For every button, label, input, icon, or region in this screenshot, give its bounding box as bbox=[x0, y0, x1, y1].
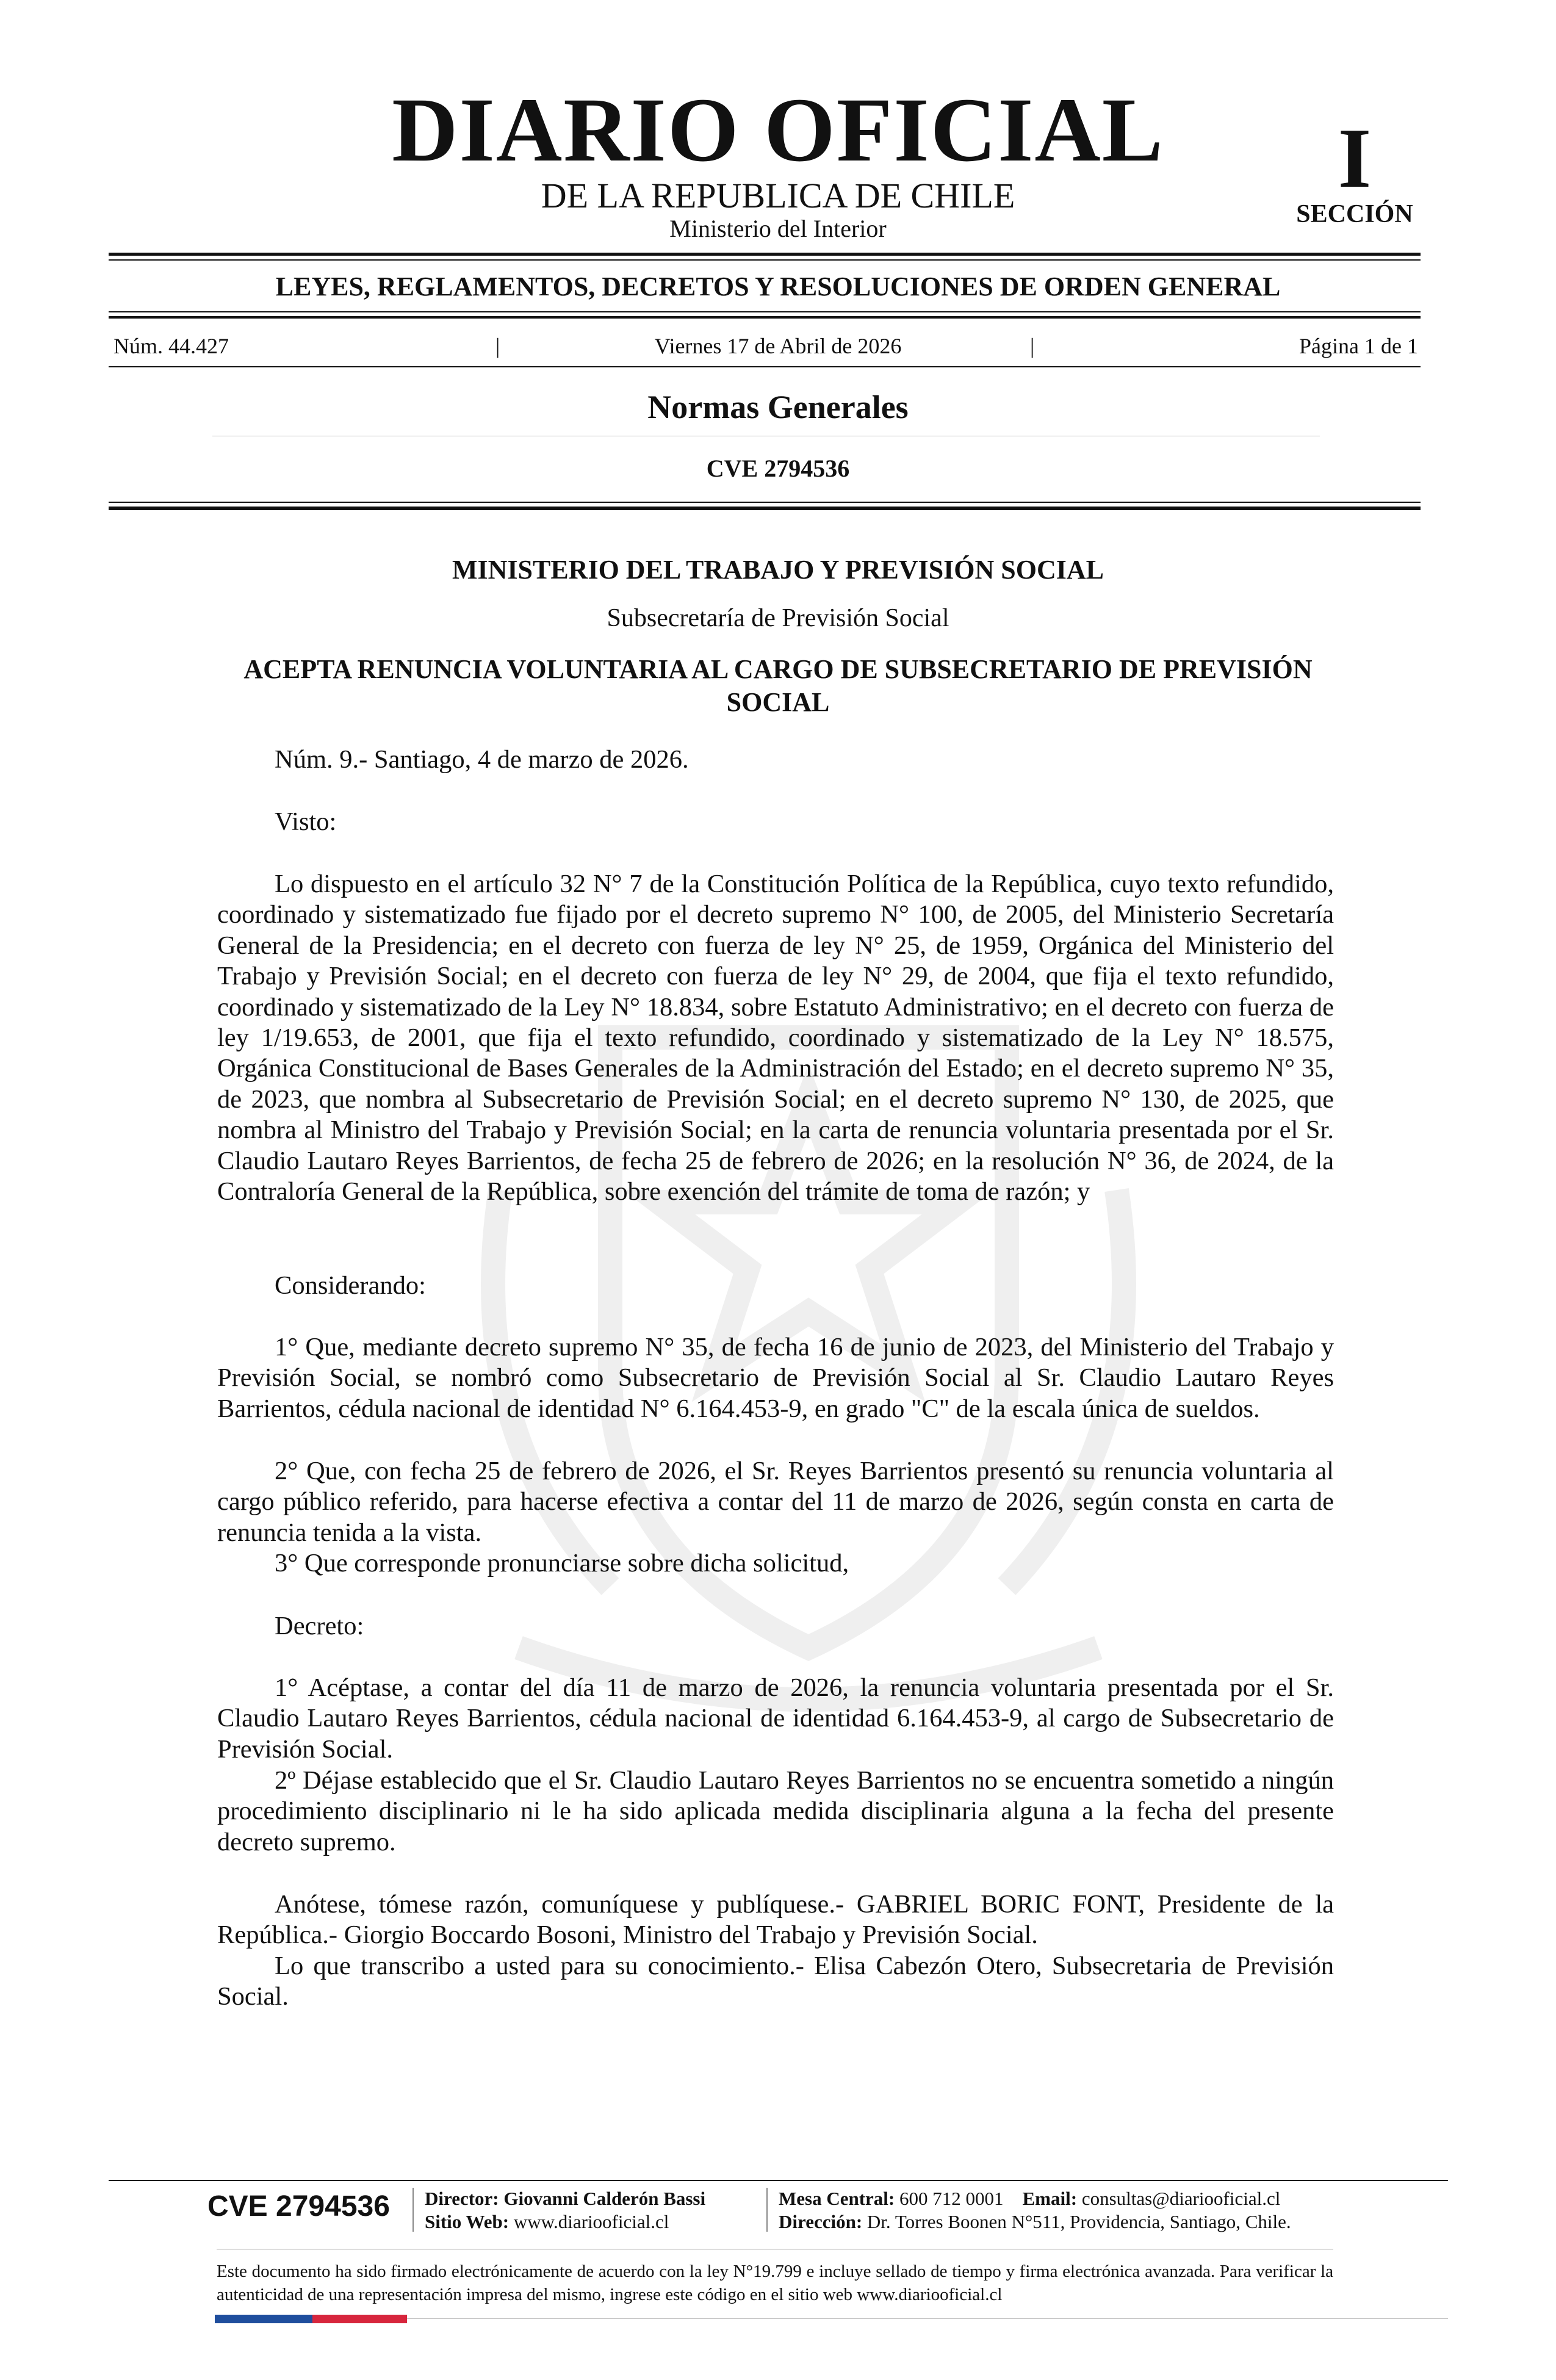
considerando-label: Considerando: bbox=[275, 1271, 426, 1300]
section-label: SECCIÓN bbox=[1296, 200, 1413, 228]
footer-director-block bbox=[425, 2187, 705, 2234]
director-label: Director: bbox=[425, 2188, 499, 2209]
section-header-rule-thick bbox=[109, 316, 1421, 319]
issue-number: Núm. 44.427 bbox=[113, 334, 229, 358]
cve-rule-thick bbox=[109, 507, 1421, 510]
section-header: LEYES, REGLAMENTOS, DECRETOS Y RESOLUCIONES DE ORDEN GENERAL bbox=[275, 272, 1281, 301]
masthead-title: DIARIO OFICIAL bbox=[392, 79, 1164, 181]
decree-number-line: Núm. 9.- Santiago, 4 de marzo de 2026. bbox=[275, 745, 689, 774]
footer-rule-top bbox=[109, 2180, 1448, 2181]
director-name: Giovanni Calderón Bassi bbox=[503, 2188, 706, 2209]
masthead-rule-top bbox=[109, 253, 1421, 256]
decreto-label: Decreto: bbox=[275, 1612, 364, 1640]
flag-stripe-red bbox=[312, 2315, 407, 2323]
document-title: ACEPTA RENUNCIA VOLUNTARIA AL CARGO DE SUBSECRETARIO DE PREVISIÓN SOCIAL bbox=[243, 654, 1313, 717]
visto-label: Visto: bbox=[275, 807, 337, 836]
cve-code: CVE 2794536 bbox=[706, 455, 850, 482]
flag-stripe-blue bbox=[215, 2315, 312, 2323]
considerando-item: 3° Que corresponde pronunciarse sobre dicha solicitud, bbox=[275, 1549, 849, 1578]
info-row-rule bbox=[109, 366, 1421, 367]
considerando-item: 1° Que, mediante decreto supremo N° 35, de fecha 16 de junio de 2023, del Ministerio del Trabajo y Previsión Social, se nombró como Subsecretario de Previsión Social al Sr. Claudio Lautaro Reyes Barrientos, cédula nacional de identidad N° 6.164.453-9, en grado "C" de la escala única de sueldos. bbox=[217, 1333, 1334, 1423]
footer-divider bbox=[766, 2188, 768, 2232]
email-label: Email: bbox=[1022, 2188, 1078, 2209]
considerando-item: 2° Que, con fecha 25 de febrero de 2026, el Sr. Reyes Barrientos presentó su renuncia voluntaria al cargo público referido, para hacerse efectiva a contar del 11 de marzo de 2026, según consta en carta de renuncia tenida a la vista. bbox=[217, 1457, 1334, 1547]
masthead-ministry: Ministerio del Interior bbox=[669, 215, 887, 242]
visto-paragraph: Lo dispuesto en el artículo 32 N° 7 de la Constitución Política de la República, cuyo texto refundido, coordinado y sistematizado fue fijado por el decreto supremo N° 100, de 2005, del Ministerio Secretaría General de la Presidencia; en el decreto con fuerza de ley N° 25, de 1959, Orgánica del Ministerio del Trabajo y Previsión Social; en el decreto con fuerza de ley N° 29, de 2004, que fija el texto refundido, coordinado y sistematizado de la Ley N° 18.834, sobre Estatuto Administrativo; en el decreto con fuerza de ley 1/19.653, de 2001, que fija el texto refundido, coordinado y sistematizado de la Ley N° 18.575, Orgánica Constitucional de Bases Generales de la Administración del Estado; en el decreto supremo N° 35, de 2023, que nombra al Subsecretario de Previsión Social; en el decreto supremo N° 130, de 2025, que nombra al Ministro del Trabajo y Previsión Social; en la carta de renuncia voluntaria presentada por el Sr. Claudio Lautaro Reyes Barrientos, de fecha 25 de febrero de 2026; en la resolución N° 36, de 2024, de la Contraloría General de la República, sobre exención del trámite de toma de razón; y bbox=[217, 870, 1334, 1206]
cve-rule-thin bbox=[109, 502, 1421, 503]
info-separator: | bbox=[495, 334, 500, 358]
footer-divider bbox=[412, 2188, 414, 2232]
issue-date: Viernes 17 de Abril de 2026 bbox=[654, 334, 902, 358]
section-number: I bbox=[1338, 111, 1372, 206]
document-ministry: MINISTERIO DEL TRABAJO Y PREVISIÓN SOCIAL bbox=[452, 555, 1104, 585]
document-subsecretaria: Subsecretaría de Previsión Social bbox=[607, 604, 949, 632]
address-value: Dr. Torres Boonen N°511, Providencia, Santiago, Chile. bbox=[866, 2211, 1291, 2232]
footer-contact-block bbox=[779, 2187, 1291, 2234]
decreto-item: 1° Acéptase, a contar del día 11 de marzo de 2026, la renuncia voluntaria presentada por el Sr. Claudio Lautaro Reyes Barrientos, cédula nacional de identidad 6.164.453-9, al cargo de Subsecretario de Previsión Social. bbox=[217, 1673, 1334, 1764]
website-label: Sitio Web: bbox=[425, 2211, 510, 2232]
section-header-rule bbox=[109, 311, 1421, 312]
footer-rule-bottom bbox=[407, 2318, 1448, 2319]
category-title: Normas Generales bbox=[647, 389, 909, 425]
closing-paragraph: Anótese, tómese razón, comuníquese y publíquese.- GABRIEL BORIC FONT, Presidente de la República.- Giorgio Boccardo Bosoni, Ministro del Trabajo y Previsión Social. bbox=[217, 1890, 1334, 1950]
email-address[interactable]: consultas@diariooficial.cl bbox=[1081, 2188, 1281, 2209]
footer-cve-code: CVE 2794536 bbox=[207, 2190, 390, 2223]
info-separator: | bbox=[1030, 334, 1035, 358]
decreto-item: 2º Déjase establecido que el Sr. Claudio Lautaro Reyes Barrientos no se encuentra sometido a ningún procedimiento disciplinario ni le ha sido aplicada medida disciplinaria alguna a la fecha del presente decreto supremo. bbox=[217, 1766, 1334, 1856]
address-label: Dirección: bbox=[779, 2211, 863, 2232]
mesa-central-phone: 600 712 0001 bbox=[899, 2188, 1004, 2209]
masthead-subtitle: DE LA REPUBLICA DE CHILE bbox=[541, 176, 1015, 215]
mesa-central-label: Mesa Central: bbox=[779, 2188, 895, 2209]
page-indicator: Página 1 de 1 bbox=[1299, 334, 1418, 358]
website-link[interactable]: www.diariooficial.cl bbox=[513, 2211, 669, 2232]
footer-fine-print: Este documento ha sido firmado electrónicamente de acuerdo con la ley N°19.799 e incluye sellado de tiempo y firma electrónica avanzada. Para verificar la autenticidad de una representación impresa del mismo, ingrese este código en el sitio web www.diariooficial.cl bbox=[217, 2262, 1333, 2304]
masthead-rule-top-thin bbox=[109, 259, 1421, 261]
transcription-paragraph: Lo que transcribo a usted para su conocimiento.- Elisa Cabezón Otero, Subsecretaria de Previsión Social. bbox=[217, 1952, 1334, 2011]
